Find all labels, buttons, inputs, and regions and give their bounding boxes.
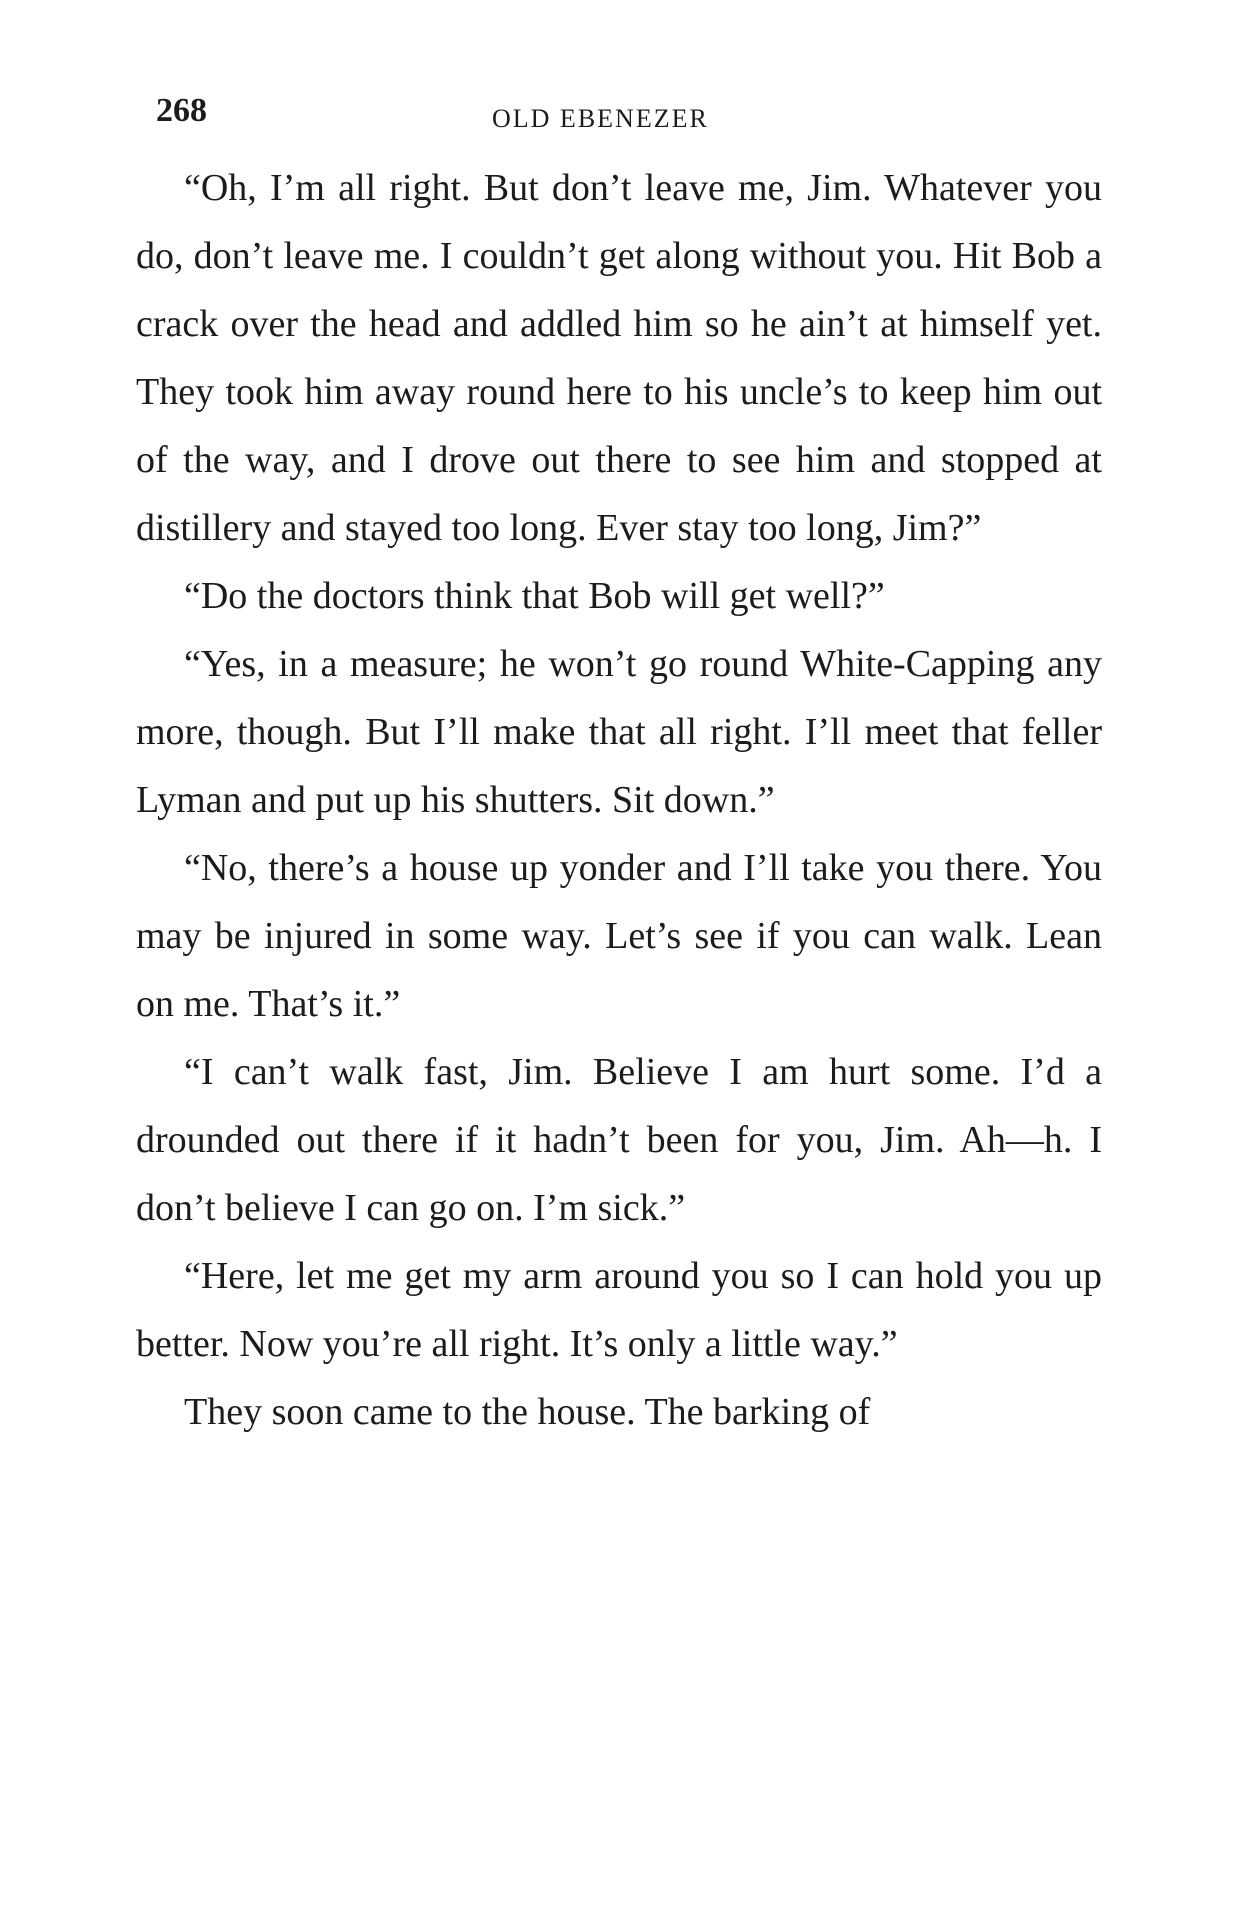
paragraph: They soon came to the house. The barking of [184, 1391, 871, 1433]
paragraph: “Yes, in a measure; he won’t go round White-Capping any more, though. But I’ll make that all right. I’ll meet that feller Lyman and put up his shutters. Sit down.” [136, 643, 1102, 821]
paragraph: “I can’t walk fast, Jim. Believe I am hurt some. I’d a drounded out there if it hadn’t been for you, Jim. Ah—h. I don’t believe I can go on. I’m sick.” [136, 1051, 1102, 1229]
paragraph: “No, there’s a house up yonder and I’ll take you there. You may be injured in some way. Let’s see if you can walk. Lean on me. That’s it.” [136, 847, 1102, 1025]
page-number: 268 [156, 92, 207, 129]
body-text [136, 154, 1102, 1446]
paragraph: “Do the doctors think that Bob will get well?” [184, 575, 885, 617]
paragraph: “Oh, I’m all right. But don’t leave me, Jim. Whatever you do, don’t leave me. I couldn’t get along without you. Hit Bob a crack over the head and addled him so he ain’t at himself yet. They took him away round here to his uncle’s to keep him out of the way, and I drove out there to see him and stopped at distillery and stayed too long. Ever stay too long, Jim?” [136, 167, 1102, 549]
running-title: OLD EBENEZER [492, 104, 709, 133]
paragraph: “Here, let me get my arm around you so I can hold you up better. Now you’re all right. It’s only a little way.” [136, 1255, 1102, 1365]
page-header [156, 92, 1102, 142]
